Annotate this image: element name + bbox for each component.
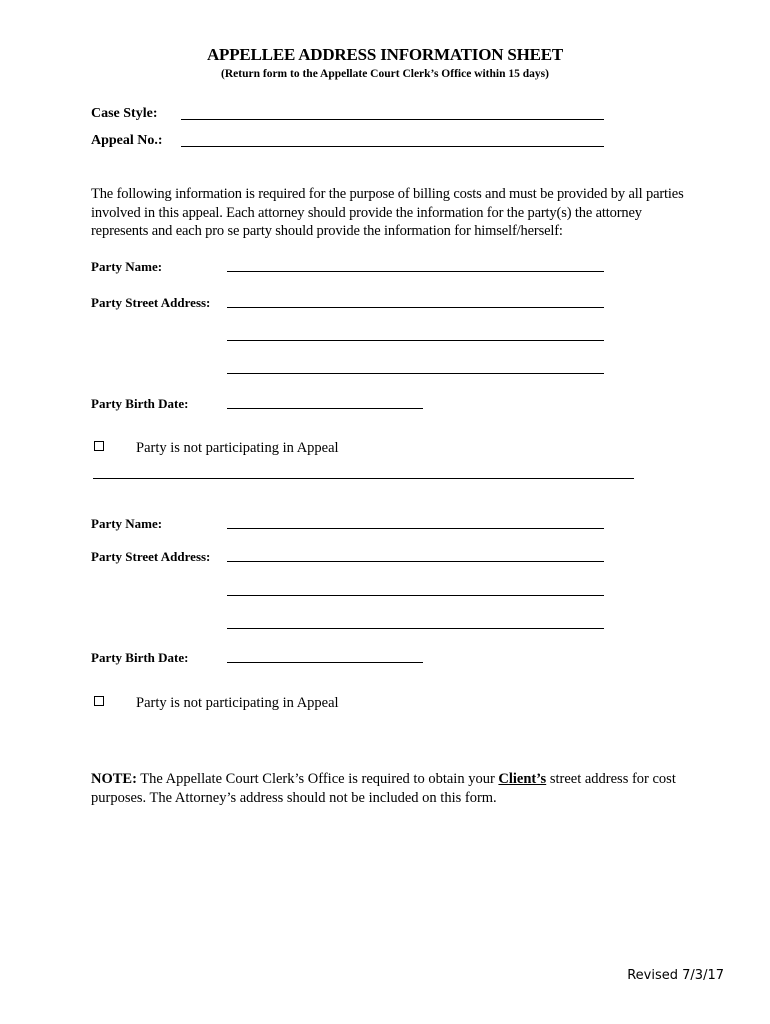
not-participating-label: Party is not participating in Appeal	[136, 440, 339, 456]
appeal-no-field[interactable]	[181, 146, 604, 147]
case-style-label: Case Style:	[91, 106, 158, 121]
appeal-no-label: Appeal No.:	[91, 133, 163, 148]
party-street-address-field-2[interactable]	[227, 595, 604, 596]
note-prefix: NOTE:	[91, 771, 137, 787]
party-name-label: Party Name:	[91, 516, 163, 531]
case-style-field[interactable]	[181, 119, 604, 120]
party-street-address-field-2[interactable]	[227, 340, 604, 341]
party-name-field[interactable]	[227, 271, 604, 272]
party-street-address-field-3[interactable]	[227, 373, 604, 374]
party-birth-date-label: Party Birth Date:	[91, 650, 189, 665]
party-birth-date-field[interactable]	[227, 662, 423, 663]
page-subtitle: (Return form to the Appellate Court Clerk’s Office within 15 days)	[221, 68, 549, 80]
note-emphasis: Client’s	[498, 771, 547, 787]
party-street-address-field-1[interactable]	[227, 561, 604, 562]
party-birth-date-field[interactable]	[227, 408, 423, 409]
party-name-field[interactable]	[227, 528, 604, 529]
party-birth-date-label: Party Birth Date:	[91, 396, 189, 411]
note-text-after: street address for cost purposes. The Attorney’s address should not be included on this form.	[91, 771, 676, 806]
not-participating-checkbox[interactable]	[94, 441, 104, 451]
intro-paragraph: The following information is required for the purpose of billing costs and must be provided by all parties involved in this appeal. Each attorney should provide the information for the party(s) the attorney represents and each pro se party should provide the information for himself/herself:	[91, 186, 684, 239]
not-participating-checkbox[interactable]	[94, 696, 104, 706]
party-street-address-label: Party Street Address:	[91, 549, 211, 564]
party-name-label: Party Name:	[91, 259, 163, 274]
note-paragraph	[91, 770, 711, 807]
party-street-address-field-1[interactable]	[227, 307, 604, 308]
page-title: APPELLEE ADDRESS INFORMATION SHEET	[206, 45, 564, 64]
not-participating-label: Party is not participating in Appeal	[136, 695, 339, 711]
party-street-address-field-3[interactable]	[227, 628, 604, 629]
section-divider	[93, 478, 634, 479]
note-text-before: The Appellate Court Clerk’s Office is required to obtain your	[136, 771, 499, 787]
party-street-address-label: Party Street Address:	[91, 295, 211, 310]
revised-date: Revised 7/3/17	[627, 968, 724, 983]
